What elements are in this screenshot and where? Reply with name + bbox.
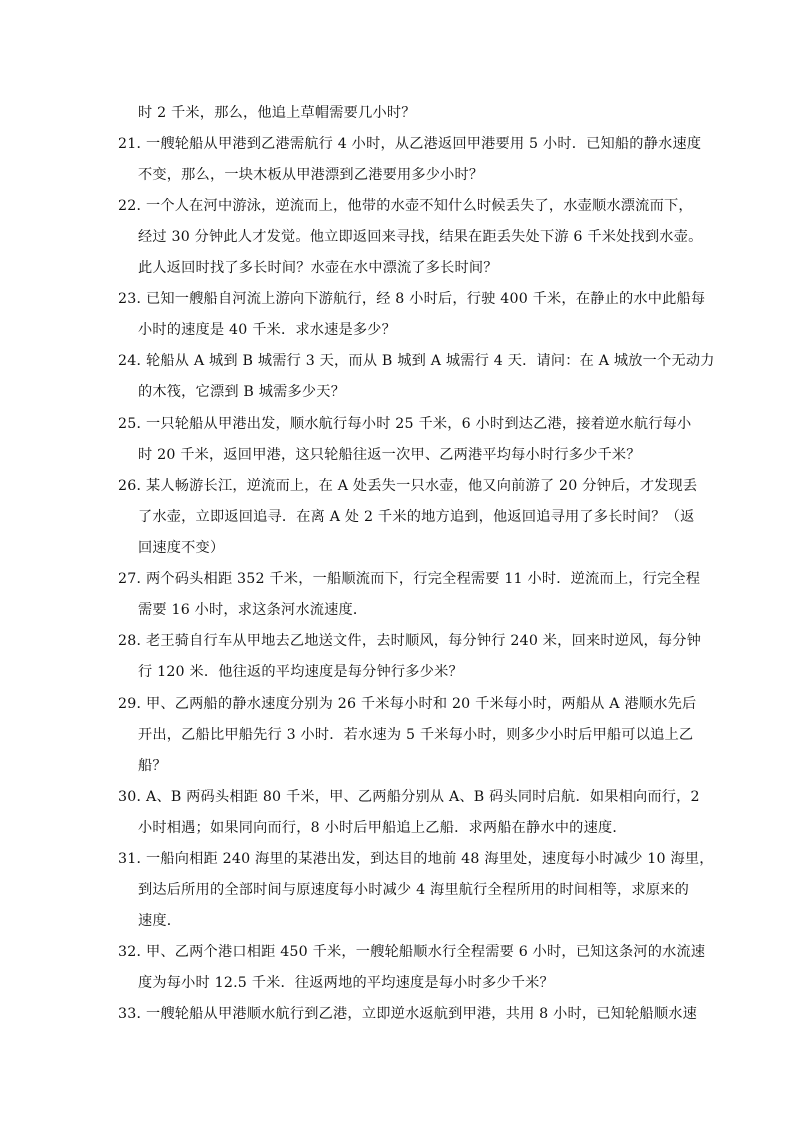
problem-number: 33． (118, 1006, 151, 1022)
problem-text-line: 一艘轮船从甲港顺水航行到乙港，立即逆水返航到甲港，共用 8 小时，已知轮船顺水速 (146, 1006, 697, 1022)
problem-text-line: 时 20 千米，返回甲港，这只轮船往返一次甲、乙两港平均每小时行多少千米？ (138, 447, 641, 463)
problem-text-line: 行 120 米．他往返的平均速度是每分钟行多少米？ (138, 664, 463, 680)
problem-number: 22． (118, 198, 151, 214)
problem-number: 32． (118, 944, 151, 960)
problem-number: 31． (118, 851, 151, 867)
problem-text-line: 的木筏，它漂到 B 城需多少天？ (138, 384, 346, 400)
problem-text-line: 此人返回时找了多长时间？水壶在水中漂流了多长时间？ (138, 260, 498, 276)
problem-text-line: 一个人在河中游泳，逆流而上，他带的水壶不知什么时候丢失了，水壶顺水漂流而下， (146, 198, 693, 214)
problem-text-line: 甲、乙两船的静水速度分别为 26 千米每小时和 20 千米每小时，两船从 A 港顺水先后 (146, 696, 697, 712)
problem-number: 23． (118, 291, 151, 307)
problem-text-line: 了水壶，立即返回追寻．在离 A 处 2 千米的地方追到，他返回追寻用了多长时间？（返 (138, 509, 695, 525)
problem-text-line: 不变，那么，一块木板从甲港漂到乙港要用多少小时？ (138, 167, 484, 183)
problem-text-line: 甲、乙两个港口相距 450 千米，一艘轮船顺水行全程需要 6 小时，已知这条河的水流速 (146, 944, 706, 960)
problem-text-line: 一艘轮船从甲港到乙港需航行 4 小时，从乙港返回甲港要用 5 小时．已知船的静水速度 (146, 136, 702, 152)
problem-number: 25． (118, 416, 151, 432)
problem-number: 26． (118, 478, 151, 494)
problem-text-line: 船？ (138, 758, 167, 774)
problem-text-line: 小时的速度是 40 千米．求水速是多少？ (138, 322, 397, 338)
problem-text-line: 到达后所用的全部时间与原速度每小时减少 4 海里航行全程所用的时间相等，求原来的 (138, 882, 689, 898)
problem-text-line: 需要 16 小时，求这条河水流速度． (138, 602, 368, 618)
problem-text-line: 一只轮船从甲港出发，顺水航行每小时 25 千米，6 小时到达乙港，接着逆水航行每小 (146, 416, 692, 432)
problem-text-line: 开出，乙船比甲船先行 3 小时．若水速为 5 千米每小时，则多少小时后甲船可以追上乙 (138, 727, 694, 743)
problem-text-line: 老王骑自行车从甲地去乙地送文件，去时顺风，每分钟行 240 米，回来时逆风，每分钟 (146, 633, 702, 649)
problem-text-line: 轮船从 A 城到 B 城需行 3 天，而从 B 城到 A 城需行 4 天．请问：在 A 城放一个无动力 (146, 353, 715, 369)
problem-text-line: 某人畅游长江，逆流而上，在 A 处丢失一只水壶，他又向前游了 20 分钟后，才发现丢 (146, 478, 698, 494)
problem-text-line: A、B 两码头相距 80 千米，甲、乙两船分别从 A、B 码头同时启航．如果相向而行，2 (146, 789, 700, 805)
problem-number: 27． (118, 571, 151, 587)
problem-number: 30． (118, 789, 151, 805)
problem-text-line: 小时相遇；如果同向而行，8 小时后甲船追上乙船．求两船在静水中的速度． (138, 820, 627, 836)
problem-text-line: 时 2 千米，那么，他追上草帽需要几小时？ (138, 105, 416, 121)
problem-text-line: 速度． (138, 913, 182, 929)
problem-number: 21． (118, 136, 151, 152)
problem-text-line: 经过 30 分钟此人才发觉。他立即返回来寻找，结果在距丢失处下游 6 千米处找到水壶。 (138, 229, 703, 245)
problem-text-line: 两个码头相距 352 千米，一船顺流而下，行完全程需要 11 小时．逆流而上，行完全程 (146, 571, 701, 587)
problem-number: 28． (118, 633, 151, 649)
problem-text-line: 一船向相距 240 海里的某港出发，到达目的地前 48 海里处，速度每小时减少 10 海里， (146, 851, 714, 867)
problem-text-line: 度为每小时 12.5 千米．往返两地的平均速度是每小时多少千米？ (138, 975, 554, 991)
problem-number: 29． (118, 696, 151, 712)
problem-text-line: 回速度不变） (138, 540, 225, 556)
problem-number: 24． (118, 353, 151, 369)
problem-text-line: 已知一艘船自河流上游向下游航行，经 8 小时后，行驶 400 千米，在静止的水中此船每 (146, 291, 706, 307)
